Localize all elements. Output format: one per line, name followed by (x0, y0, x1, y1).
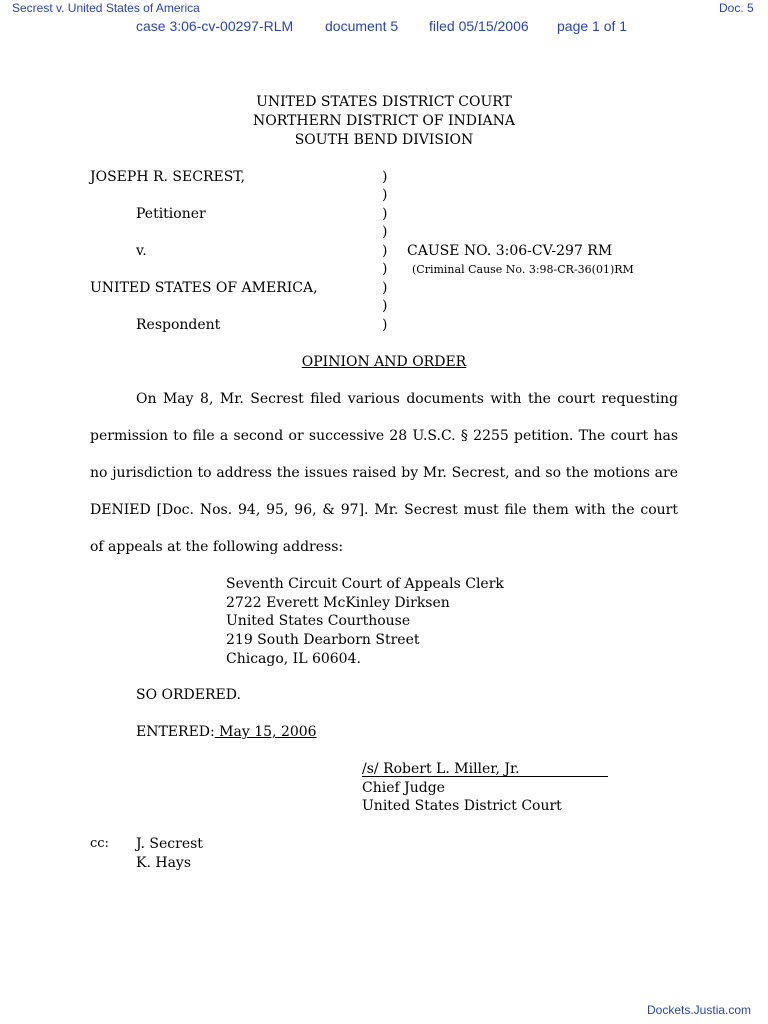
court-name: UNITED STATES DISTRICT COURT (256, 94, 512, 110)
judge-court: United States District Court (362, 798, 562, 814)
cc-recipient: J. Secrest (136, 836, 203, 852)
entered-label: ENTERED: (136, 724, 215, 740)
address-line: Seventh Circuit Court of Appeals Clerk (226, 576, 504, 592)
body-paragraph-line: DENIED [Doc. Nos. 94, 95, 96, & 97]. Mr. Secrest must file them with the court (90, 502, 678, 518)
case-number: case 3:06-cv-00297-RLM (136, 18, 294, 34)
judge-title: Chief Judge (362, 780, 445, 796)
caption-paren: ) (382, 224, 388, 240)
doc-number-link[interactable]: Doc. 5 (719, 1, 754, 15)
document-number: document 5 (325, 18, 399, 34)
caption-paren: ) (382, 298, 388, 314)
body-paragraph-line: permission to file a second or successive 28 U.S.C. § 2255 petition. The court has (90, 428, 678, 444)
entered-date: May 15, 2006 (214, 724, 317, 740)
filed-date: filed 05/15/2006 (429, 18, 529, 34)
address-line: Chicago, IL 60604. (226, 651, 361, 667)
signature-line (362, 776, 608, 777)
caption-paren: ) (382, 280, 388, 296)
court-division: SOUTH BEND DIVISION (294, 132, 474, 148)
criminal-cause-number: (Criminal Cause No. 3:98-CR-36(01)RM (412, 263, 634, 276)
court-district: NORTHERN DISTRICT OF INDIANA (253, 113, 515, 129)
address-line: 2722 Everett McKinley Dirksen (226, 595, 450, 611)
respondent-name: UNITED STATES OF AMERICA, (90, 280, 318, 296)
address-line: United States Courthouse (226, 613, 411, 629)
address-line: 219 South Dearborn Street (226, 632, 420, 648)
cc-recipient: K. Hays (136, 855, 192, 871)
petitioner-name: JOSEPH R. SECREST, (90, 169, 246, 185)
entered-line (136, 724, 317, 740)
caption-paren: ) (382, 317, 388, 333)
respondent-role: Respondent (136, 317, 221, 333)
cc-label: cc: (90, 836, 109, 851)
caption-paren: ) (382, 169, 388, 185)
body-paragraph-line: no jurisdiction to address the issues raised by Mr. Secrest, and so the motions are (90, 465, 678, 481)
case-title-link[interactable]: Secrest v. United States of America (12, 1, 200, 15)
cause-number: CAUSE NO. 3:06-CV-297 RM (407, 243, 613, 259)
caption-paren: ) (382, 261, 388, 277)
versus: v. (136, 243, 147, 259)
order-title: OPINION AND ORDER (301, 354, 467, 370)
dockets-justia-link[interactable]: Dockets.Justia.com (647, 1003, 752, 1017)
judge-signature: /s/ Robert L. Miller, Jr. (362, 761, 520, 777)
page-count: page 1 of 1 (557, 18, 628, 34)
caption-paren: ) (382, 206, 388, 222)
caption-paren: ) (382, 243, 388, 259)
caption-paren: ) (382, 187, 388, 203)
petitioner-role: Petitioner (136, 206, 206, 222)
so-ordered: SO ORDERED. (136, 687, 241, 703)
body-paragraph-line: of appeals at the following address: (90, 539, 344, 555)
body-paragraph-line: On May 8, Mr. Secrest filed various documents with the court requesting (136, 391, 678, 407)
